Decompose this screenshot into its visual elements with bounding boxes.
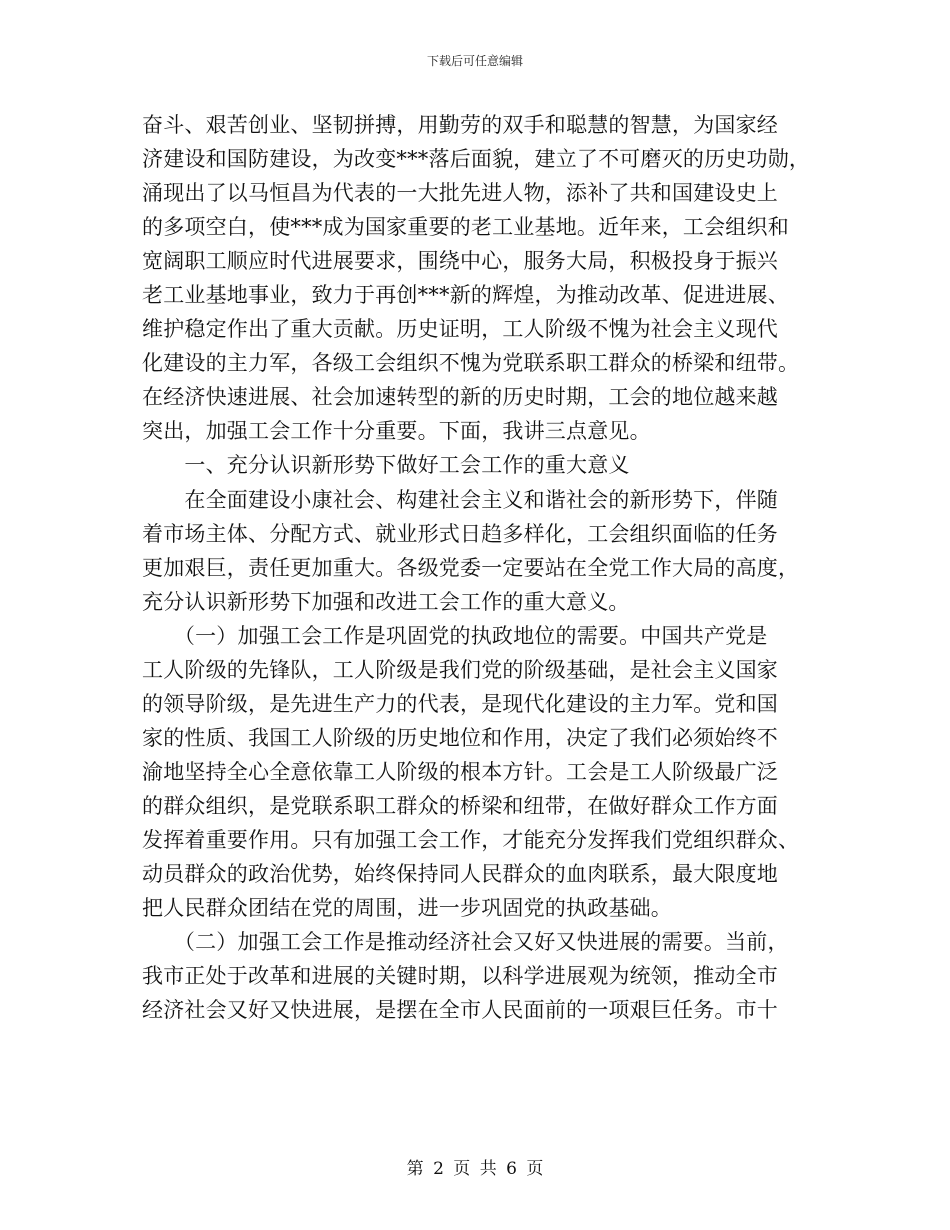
body-line: 济建设和国防建设，为改变***落后面貌，建立了不可磨灭的历史功勋， [142, 147, 811, 172]
body-line: 家的性质、我国工人阶级的历史地位和作用，决定了我们必须始终不 [142, 725, 778, 750]
body-line: （一）加强工会工作是巩固党的执政地位的需要。中国共产党是 [142, 623, 768, 648]
body-line: （二）加强工会工作是推动经济社会又好又快进展的需要。当前， [142, 930, 789, 955]
page-header-note: 下载后可任意编辑 [426, 54, 523, 68]
body-line: 的群众组织，是党联系职工群众的桥梁和纽带，在做好群众工作方面 [142, 793, 778, 818]
body-line: 更加艰巨，责任更加重大。各级党委一定要站在全党工作大局的高度， [142, 555, 800, 580]
body-line: 我市正处于改革和进展的关键时期，以科学进展观为统领，推动全市 [142, 964, 778, 989]
body-line: 工人阶级的先锋队，工人阶级是我们党的阶级基础，是社会主义国家 [142, 657, 778, 682]
body-line: 动员群众的政治优势，始终保持同人民群众的血肉联系，最大限度地 [142, 862, 778, 887]
body-line: 渝地坚持全心全意依靠工人阶级的根本方针。工会是工人阶级最广泛 [142, 759, 778, 784]
body-line: 涌现出了以马恒昌为代表的一大批先进人物，添补了共和国建设史上 [142, 181, 778, 206]
body-line: 奋斗、艰苦创业、坚韧拼搏，用勤劳的双手和聪慧的智慧，为国家经 [142, 113, 778, 137]
body-line: 在经济快速进展、社会加速转型的新的历史时期，工会的地位越来越 [142, 385, 778, 410]
body-line: 的多项空白，使***成为国家重要的老工业基地。近年来，工会组织和 [142, 215, 789, 240]
body-line: 把人民群众团结在党的周围，进一步巩固党的执政基础。 [142, 896, 672, 921]
page-number: 第 2 页 共 6 页 [406, 1159, 544, 1179]
body-line: 老工业基地事业，致力于再创***新的辉煌，为推动改革、促进进展、 [142, 283, 789, 308]
body-line: 化建设的主力军，各级工会组织不愧为党联系职工群众的桥梁和纽带。 [142, 351, 800, 376]
document-body [142, 108, 814, 1027]
body-line: 充分认识新形势下加强和改进工会工作的重大意义。 [142, 589, 630, 614]
body-line: 维护稳定作出了重大贡献。历史证明，工人阶级不愧为社会主义现代 [142, 317, 778, 342]
body-line: 宽阔职工顺应时代进展要求，围绕中心，服务大局，积极投身于振兴 [142, 249, 778, 274]
body-line: 经济社会又好又快进展，是摆在全市人民面前的一项艰巨任务。市十 [142, 998, 778, 1023]
section-heading: 一、充分认识新形势下做好工会工作的重大意义 [142, 453, 630, 478]
body-line: 突出，加强工会工作十分重要。下面，我讲三点意见。 [142, 419, 651, 444]
body-line: 发挥着重要作用。只有加强工会工作，才能充分发挥我们党组织群众、 [142, 827, 800, 852]
body-line: 着市场主体、分配方式、就业形式日趋多样化，工会组织面临的任务 [142, 521, 778, 546]
body-line: 的领导阶级，是先进生产力的代表，是现代化建设的主力军。党和国 [142, 691, 778, 716]
body-line: 在全面建设小康社会、构建社会主义和谐社会的新形势下，伴随 [142, 487, 778, 512]
